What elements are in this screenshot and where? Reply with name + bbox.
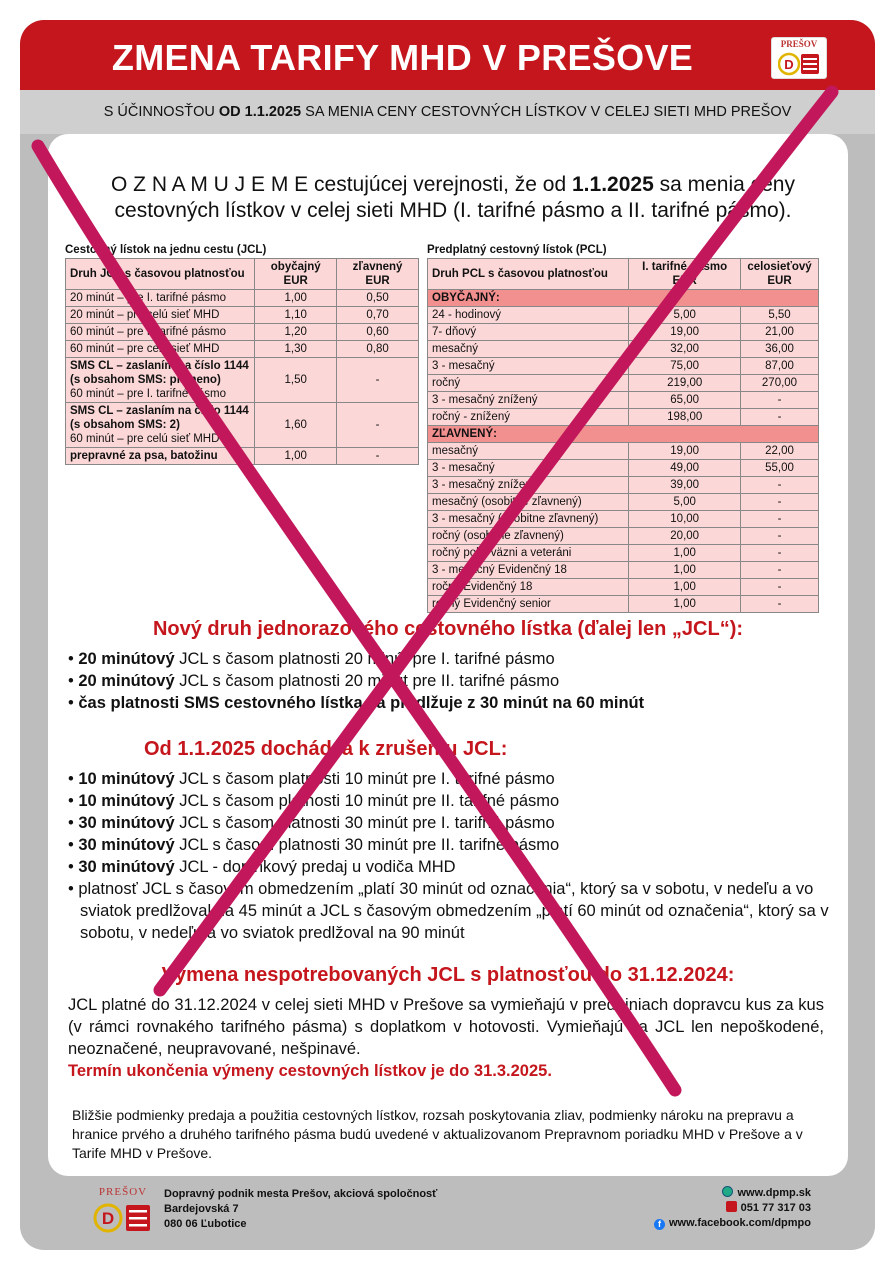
globe-icon — [722, 1186, 733, 1197]
footnote: Bližšie podmienky predaja a použitia cestovných lístkov, rozsah poskytovania zliav, podmienky nároku na prepravu a hranice prvého a druhého tarifného pásma budú uvedené v aktualizovanom Prepravnom poriadku MHD v Prešove a v Tarife MHD v Prešove. — [72, 1107, 803, 1161]
table-row: 3 - mesačný 49,00 55,00 — [428, 460, 819, 477]
list-item: • 30 minútový JCL s časom platnosti 30 minút pre I. tarifné pásmo — [68, 812, 838, 834]
footer — [20, 1176, 875, 1250]
table-row: 24 - hodinový 5,00 5,50 — [428, 307, 819, 324]
svg-text:D: D — [784, 57, 794, 72]
table-row: 3 - mesačný znížený 65,00 - — [428, 392, 819, 409]
pcl-table — [427, 258, 819, 613]
list-item: • čas platnosti SMS cestovného lístka sa predlžuje z 30 minút na 60 minút — [68, 692, 838, 714]
header-bar — [20, 20, 875, 90]
table-row: ročný Evidenčný senior 1,00 - — [428, 596, 819, 613]
table-row: mesačný (osobitne zľavnený) 5,00 - — [428, 494, 819, 511]
table-row: ročný 219,00 270,00 — [428, 375, 819, 392]
footer-logo: PREŠOV D — [92, 1186, 154, 1236]
subtitle: S ÚČINNOSŤOU OD 1.1.2025 SA MENIA CENY CESTOVNÝCH LÍSTKOV V CELEJ SIETI MHD PREŠOV — [103, 104, 792, 120]
list-item: • 20 minútový JCL s časom platnosti 20 minút pre II. tarifné pásmo — [68, 670, 838, 692]
table-row: ročný Evidenčný 18 1,00 - — [428, 579, 819, 596]
exchange-deadline: Termín ukončenia výmeny cestovných lístkov je do 31.3.2025. — [68, 1062, 552, 1080]
svg-text:D: D — [101, 1209, 115, 1228]
web-link[interactable]: www.dpmp.sk — [654, 1186, 811, 1201]
pcl-table-caption: Predplatný cestovný lístok (PCL) — [427, 244, 607, 256]
table-row: 3 - mesačný 75,00 87,00 — [428, 358, 819, 375]
table-row: 60 minút – pre I. tarifné pásmo 1,20 0,60 — [66, 324, 419, 341]
table-row: SMS CL – zaslaním na číslo 1144 (s obsahom SMS: 2) 60 minút – pre celú sieť MHD 1,60 - — [66, 403, 419, 448]
logo-text: PREŠOV — [780, 39, 818, 49]
table-row: mesačný 32,00 36,00 — [428, 341, 819, 358]
exchange-paragraph: JCL platné do 31.12.2024 v celej sieti MHD v Prešove sa vymieňajú v predajniach dopravcu kus za kus (v rámci rovnakého tarifného pásma) s doplatkom v hotovosti. Vymieňajú sa JCL len nepoškodené, neoznačené, neupravované, nešpinavé. Termín ukončenia výmeny cestovných lístkov je do 31.3.2025. — [68, 996, 824, 1080]
table-row: 3 - mesačný (osobitne zľavnený) 10,00 - — [428, 511, 819, 528]
list-item: • platnosť JCL s časovým obmedzením „platí 30 minút od označenia“, ktorý sa v sobotu, v nedeľu a vo sviatok predlžoval na 45 minút a JCL s časovým obmedzením „platí 60 minút od označenia“, ktorý sa v sobotu, v nedeľu a vo sviatok predlžoval na 90 minút — [68, 878, 838, 944]
list-item: • 30 minútový JCL s časom platnosti 30 minút pre II. tarifné pásmo — [68, 834, 838, 856]
jcl-table — [65, 258, 419, 465]
jcl-table-caption: Cestovný lístok na jednu cestu (JCL) — [65, 244, 267, 256]
new-jcl-heading: Nový druh jednorazového cestovného lístka (ďalej len „JCL“): — [152, 618, 744, 640]
exchange-heading: Výmena nespotrebovaných JCL s platnosťou do 31.12.2024: — [161, 964, 735, 986]
table-row: 20 minút – pre I. tarifné pásmo 1,00 0,50 — [66, 290, 419, 307]
dp-emblem-icon — [778, 50, 822, 78]
table-row: mesačný 19,00 22,00 — [428, 443, 819, 460]
table-row: 3 - mesačný znížený 39,00 - — [428, 477, 819, 494]
table-row: ročný (osobitne zľavnený) 20,00 - — [428, 528, 819, 545]
phone-icon — [726, 1201, 737, 1212]
cancel-heading: Od 1.1.2025 dochádza k zrušeniu JCL: — [144, 738, 508, 760]
phone-number: 051 77 317 03 — [654, 1201, 811, 1216]
facebook-link[interactable]: f www.facebook.com/dpmpo — [654, 1216, 811, 1231]
list-item: • 20 minútový JCL s časom platnosti 20 minút pre I. tarifné pásmo — [68, 648, 838, 670]
company-address: Dopravný podnik mesta Prešov, akciová spoločnosť Bardejovská 7 080 06 Ľubotice — [164, 1188, 438, 1230]
intro-paragraph: O Z N A M U J E M E cestujúcej verejnosti, že od 1.1.2025 sa menia ceny cestovných lístkov v celej sieti MHD (I. tarifné pásmo a II. tarifné pásmo). — [111, 173, 795, 222]
list-item: • 10 minútový JCL s časom platnosti 10 minút pre II. tarifné pásmo — [68, 790, 838, 812]
content-card — [48, 134, 848, 1176]
poster — [20, 20, 875, 1250]
subtitle-band — [20, 90, 875, 134]
table-row: prepravné za psa, batožinu 1,00 - — [66, 448, 419, 465]
section-row: OBYČAJNÝ: — [428, 290, 819, 307]
dp-emblem-icon — [92, 1200, 154, 1236]
table-row: ročný polit. väzni a veteráni 1,00 - — [428, 545, 819, 562]
table-row: 20 minút – pre celú sieť MHD 1,10 0,70 — [66, 307, 419, 324]
table-row: 60 minút – pre celú sieť MHD 1,30 0,80 — [66, 341, 419, 358]
page-title: ZMENA TARIFY MHD V PREŠOVE — [111, 37, 694, 78]
table-header-row: Druh JCL s časovou platnosťou obyčajný EUR zľavnený EUR — [66, 259, 419, 290]
table-row: ročný - znížený 198,00 - — [428, 409, 819, 426]
new-jcl-list — [68, 648, 838, 714]
list-item: • 10 minútový JCL s časom platnosti 10 minút pre I. tarifné pásmo — [68, 768, 838, 790]
section-row: ZĽAVNENÝ: — [428, 426, 819, 443]
facebook-icon: f — [654, 1219, 665, 1230]
dpmp-logo — [771, 37, 827, 79]
contact-info — [654, 1186, 811, 1231]
cancel-list — [68, 768, 838, 944]
table-row: 3 - mesačný Evidenčný 18 1,00 - — [428, 562, 819, 579]
table-header-row: Druh PCL s časovou platnosťou I. tarifné pásmo EUR celosieťový EUR — [428, 259, 819, 290]
table-row: SMS CL – zaslaním na číslo 1144 (s obsahom SMS: písmeno) 60 minút – pre I. tarifné pásmo 1,50 - — [66, 358, 419, 403]
list-item: • 30 minútový JCL - doplnkový predaj u vodiča MHD — [68, 856, 838, 878]
table-row: 7- dňový 19,00 21,00 — [428, 324, 819, 341]
